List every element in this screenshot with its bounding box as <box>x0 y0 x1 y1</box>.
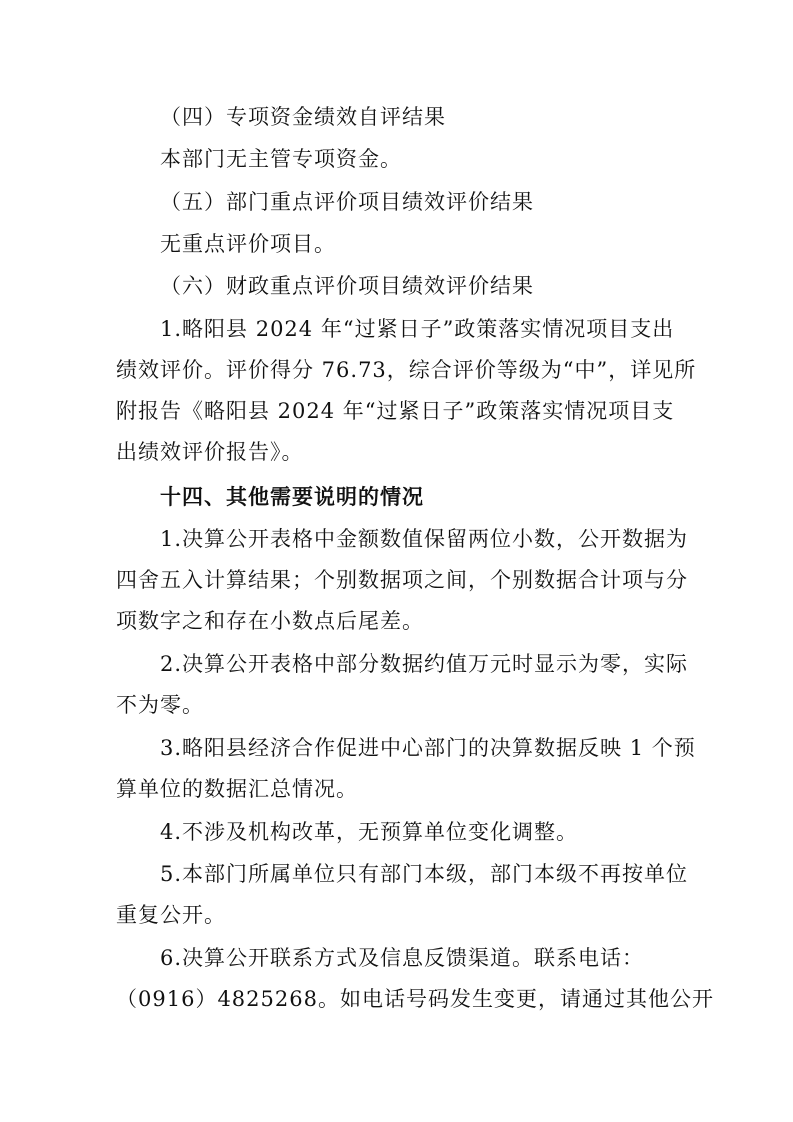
paragraph-line: 算单位的数据汇总情况。 <box>116 777 358 801</box>
section-6-heading: （六）财政重点评价项目绩效评价结果 <box>160 274 534 298</box>
section-14-item-1 <box>116 519 689 642</box>
paragraph-line: 1.决算公开表格中金额数值保留两位小数，公开数据为 <box>160 527 689 551</box>
section-14-item-6 <box>116 938 714 1020</box>
paragraph-line: 6.决算公开联系方式及信息反馈渠道。联系电话： <box>160 946 645 970</box>
section-6-item-1 <box>116 309 697 473</box>
paragraph-line: 2.决算公开表格中部分数据约值万元时显示为零，实际 <box>160 652 689 676</box>
paragraph-line: 绩效评价。评价得分 76.73，综合评价等级为“中”，详见所 <box>116 358 697 382</box>
section-5-body: 无重点评价项目。 <box>160 232 336 256</box>
paragraph-line: 项数字之和存在小数点后尾差。 <box>116 609 424 633</box>
paragraph-line: 附报告《略阳县 2024 年“过紧日子”政策落实情况项目支 <box>116 399 675 423</box>
paragraph-line: 3.略阳县经济合作促进中心部门的决算数据反映 1 个预 <box>160 736 696 760</box>
section-14-heading: 十四、其他需要说明的情况 <box>160 485 424 509</box>
paragraph-line: 不为零。 <box>116 693 204 717</box>
section-4-heading: （四）专项资金绩效自评结果 <box>160 105 446 129</box>
section-5-heading: （五）部门重点评价项目绩效评价结果 <box>160 190 534 214</box>
section-4-body: 本部门无主管专项资金。 <box>160 147 402 171</box>
section-14-item-2 <box>116 644 689 726</box>
paragraph-line: 4.不涉及机构改革，无预算单位变化调整。 <box>160 820 579 844</box>
section-14-item-3 <box>116 728 696 810</box>
paragraph-line: 5.本部门所属单位只有部门本级，部门本级不再按单位 <box>160 862 689 886</box>
section-14-item-4 <box>116 812 686 853</box>
paragraph-line: （0916）4825268。如电话号码发生变更，请通过其他公开 <box>116 987 714 1011</box>
section-14-item-5 <box>116 854 689 936</box>
paragraph-line: 四舍五入计算结果；个别数据项之间，个别数据合计项与分 <box>116 568 688 592</box>
paragraph-line: 出绩效评价报告》。 <box>116 440 304 464</box>
paragraph-line: 1.略阳县 2024 年“过紧日子”政策落实情况项目支出 <box>160 317 675 341</box>
paragraph-line: 重复公开。 <box>116 903 226 927</box>
